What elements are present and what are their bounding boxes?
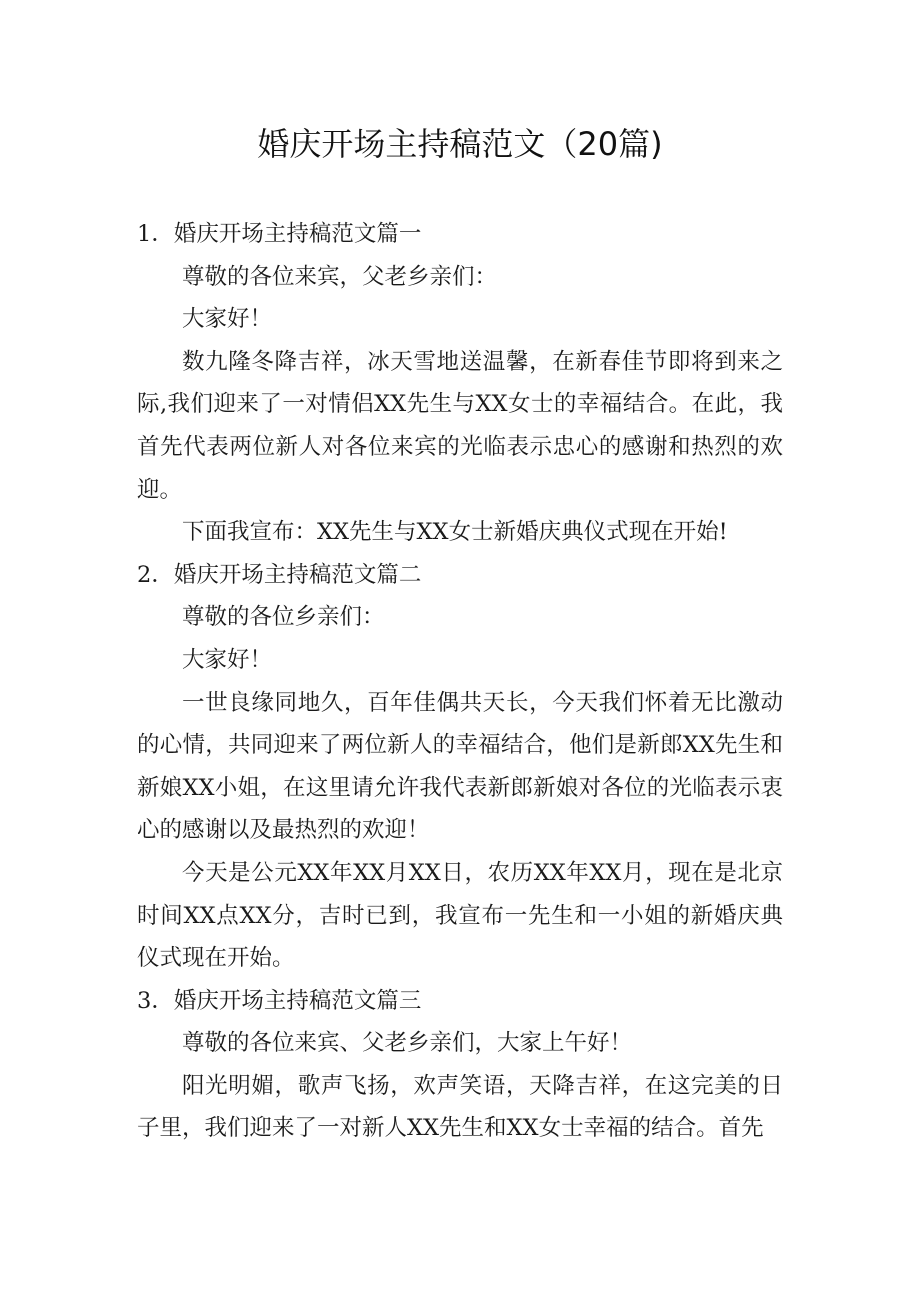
section-heading: 1．婚庆开场主持稿范文篇一 — [137, 221, 422, 247]
section-3 — [137, 980, 783, 1150]
section-1 — [137, 213, 783, 554]
paragraph: 尊敬的各位来宾、父老乡亲们，大家上午好！ — [182, 1030, 633, 1057]
paragraph: 尊敬的各位来宾，父老乡亲们： — [182, 263, 498, 290]
paragraph: 下面我宣布：XX先生与XX女士新婚庆典仪式现在开始! — [182, 519, 728, 546]
paragraph: 数九隆冬降吉祥，冰天雪地送温馨，在新春佳节即将到来之际,我们迎来了一对情侣XX先生与XX女士的幸福结合。在此，我首先代表两位新人对各位来宾的光临表示忠心的感谢和热烈的欢迎。 — [137, 348, 783, 503]
paragraph: 阳光明媚，歌声飞扬，欢声笑语，天降吉祥，在这完美的日子里，我们迎来了一对新人XX先生和XX女士幸福的结合。首先 — [137, 1072, 783, 1142]
section-heading: 2．婚庆开场主持稿范文篇二 — [137, 561, 422, 588]
paragraph: 一世良缘同地久，百年佳偶共天长，今天我们怀着无比激动的心情，共同迎来了两位新人的幸福结合，他们是新郎XX先生和新娘XX小姐，在这里请允许我代表新郎新娘对各位的光临表示衷心的感谢以及最热烈的欢迎！ — [137, 689, 783, 844]
paragraph: 今天是公元XX年XX月XX日，农历XX年XX月，现在是北京时间XX点XX分，吉时已到，我宣布一先生和一小姐的新婚庆典仪式现在开始。 — [137, 859, 783, 972]
document-body — [137, 213, 783, 1150]
paragraph: 大家好！ — [182, 646, 273, 673]
section-heading: 3．婚庆开场主持稿范文篇三 — [137, 987, 422, 1014]
document-title: 婚庆开场主持稿范文（20篇) — [257, 125, 663, 163]
section-2 — [137, 554, 783, 980]
paragraph: 大家好！ — [182, 306, 273, 333]
paragraph: 尊敬的各位乡亲们： — [182, 604, 385, 631]
